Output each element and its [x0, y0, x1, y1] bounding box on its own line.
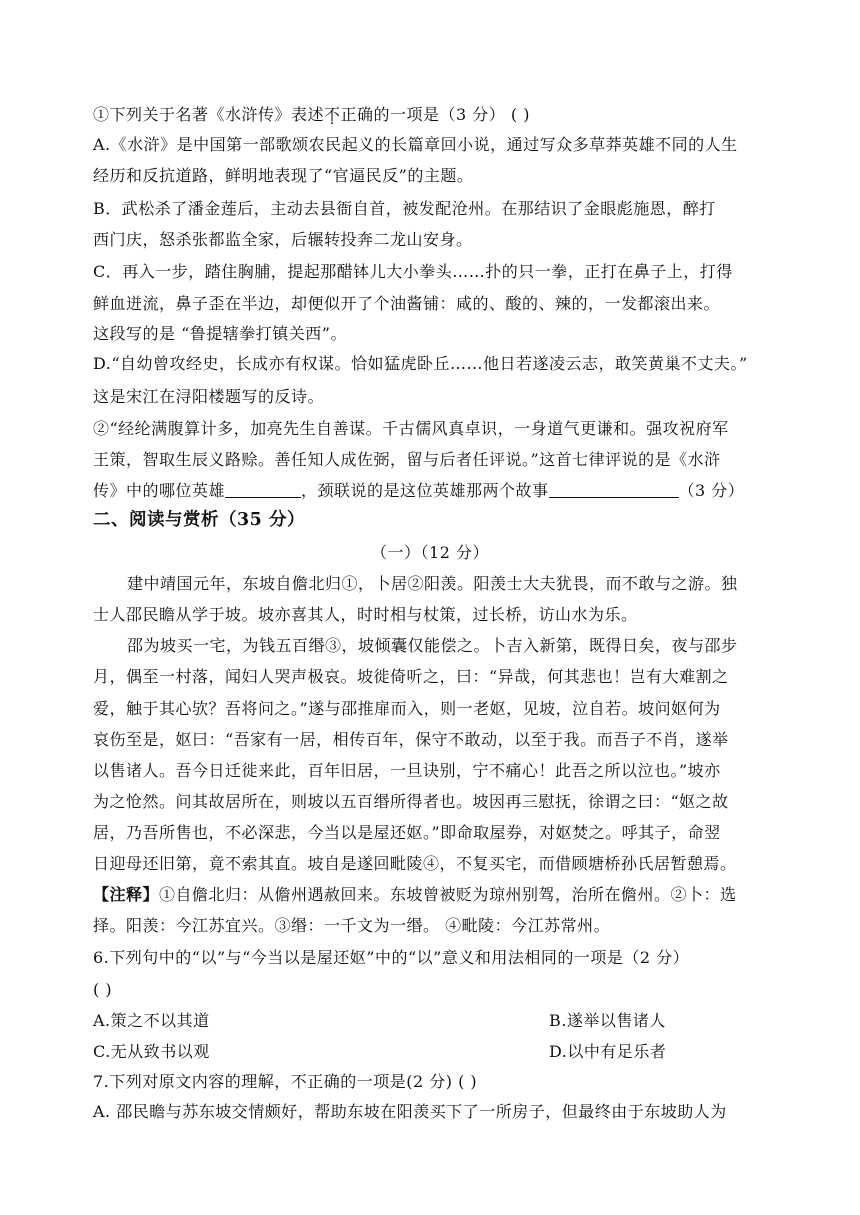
poem-question-line1: ②“经纶满腹算计多，加亮先生自善谋。千古儒风真卓识，一身道气更谦和。强攻祝府军: [93, 419, 729, 438]
option-b-line1: B．武松杀了潘金莲后，主动去县衙自首，被发配沧州。在那结识了金眼彪施恩，醉打: [93, 199, 716, 218]
option-a-line2: 经历和反抗道路，鲜明地表现了“官逼民反”的主题。: [93, 166, 474, 185]
q6-option-b: B.遂举以售诸人: [549, 1011, 666, 1030]
q6-option-c: C.无从致书以观: [93, 1042, 210, 1061]
passage-p2-line5: 以售诸人。吾今日迁徙来此，百年旧居，一旦诀别，宁不痛心！此吾之所以泣也。”坡亦: [93, 761, 721, 780]
question7-option-a-line1: A. 邵民瞻与苏东坡交情颇好，帮助东坡在阳羡买下了一所房子，但最终由于东坡助人为: [93, 1102, 727, 1121]
passage-p1-line2: 士人邵民瞻从学于坡。坡亦喜其人，时时相与杖策，过长桥，访山水为乐。: [93, 605, 638, 624]
annotation-line2: 择。阳羡：今江苏宜兴。③缗：一千文为一缗。 ④毗陵：今江苏常州。: [93, 916, 611, 935]
option-c-line3: 这段写的是 “鲁提辖拳打镇关西”。: [93, 324, 347, 343]
option-c-line2: 鲜血迸流，鼻子歪在半边，却便似开了个油酱铺：咸的、酸的、辣的，一发都滚出来。: [93, 294, 721, 313]
question6-options-row1: [93, 1011, 666, 1031]
passage-p2-line8: 日迎母还旧第，竟不索其直。坡自是遂回毗陵④，不复买宅，而借顾塘桥孙氏居暂憩焉。: [93, 854, 737, 873]
answer-blank-stories[interactable]: [549, 481, 679, 498]
option-d-line1: D.“自幼曾攻经史，长成亦有权谋。恰如猛虎卧丘……他日若遂凌云志，敢笑黄巢不丈夫。”: [93, 354, 748, 373]
question6-answer-paren: ( ): [93, 980, 113, 999]
option-d-line2: 这是宋江在浔阳楼题写的反诗。: [93, 387, 325, 406]
q6-option-d: D.以中有足乐者: [549, 1042, 667, 1061]
option-a-line1: A.《水浒》是中国第一部歌颂农民起义的长篇章回小说，通过写众多草莽英雄不同的人生: [93, 135, 738, 154]
annotation-line1: 【注释】①自儋北归：从儋州遇赦回来。东坡曾被贬为琼州别驾，治所在儋州。②卜：选: [93, 885, 737, 904]
option-c-line1: C．再入一步，踏住胸脯，提起那醋钵儿大小拳头……扑的只一拳，正打在鼻子上，打得: [93, 262, 733, 281]
section-heading: 二、阅读与赏析（35 分）: [93, 510, 305, 530]
question6-options-row2: [93, 1042, 667, 1062]
passage-p2-line4: 哀伤至是，妪曰：“吾家有一居，相传百年，保守不敢动，以至于我。而吾子不肖，遂举: [93, 730, 729, 749]
passage-p1-line1: 建中靖国元年，东坡自儋北归①，卜居②阳羡。阳羡士大夫犹畏，而不敢与之游。独: [127, 574, 738, 593]
annotation-label: 【注释】: [93, 885, 160, 904]
passage-p2-line6: 为之怆然。问其故居所在，则坡以五百缗所得者也。坡因再三慰抚，徐谓之曰：“妪之故: [93, 792, 729, 811]
passage-p2-line2: 月，偶至一村落，闻妇人哭声极哀。坡徙倚听之，曰：“异哉，何其悲也！岂有大难割之: [93, 667, 729, 686]
poem-question-line2: 王策，智取生辰义路赊。善任知人成佐弼，留与后者任评说。”这首七律评说的是《水浒: [93, 450, 721, 469]
q6-option-a: A.策之不以其道: [93, 1011, 210, 1030]
answer-blank-hero[interactable]: [225, 481, 301, 498]
question6-stem: 6.下列句中的“以”与“今当以是屋还妪”中的“以”意义和用法相同的一项是（2 分）: [93, 948, 690, 967]
passage-p2-line1: 邵为坡买一宅，为钱五百缗③，坡倾囊仅能偿之。卜吉入新第，既得日矣，夜与邵步: [127, 636, 738, 655]
passage-p2-line7: 居，乃吾所售也，不必深悲，今当以是屋还妪。”即命取屋券，对妪焚之。呼其子，命翌: [93, 823, 721, 842]
option-b-line2: 西门庆，怒杀张都监全家，后辗转投奔二龙山安身。: [93, 230, 473, 249]
question-shuihu-stem: ①下列关于名著《水浒传》表述不正确的一项是（3 分） ( ): [93, 105, 530, 124]
poem-question-line3: 传》中的哪位英雄 ，颈联说的是这位英雄那两个故事 （3 分）: [93, 481, 745, 500]
passage-p2-line3: 爱，触于其心欤？吾将问之。”遂与邵推扉而入，则一老妪，见坡，泣自若。坡问妪何为: [93, 699, 721, 718]
subsection-heading: （一）（12 分）: [371, 543, 489, 562]
emphasis-dot-char: 不: [324, 105, 341, 124]
question7-stem: 7.下列对原文内容的理解，不正确的一项是(2 分) ( ): [93, 1072, 478, 1091]
